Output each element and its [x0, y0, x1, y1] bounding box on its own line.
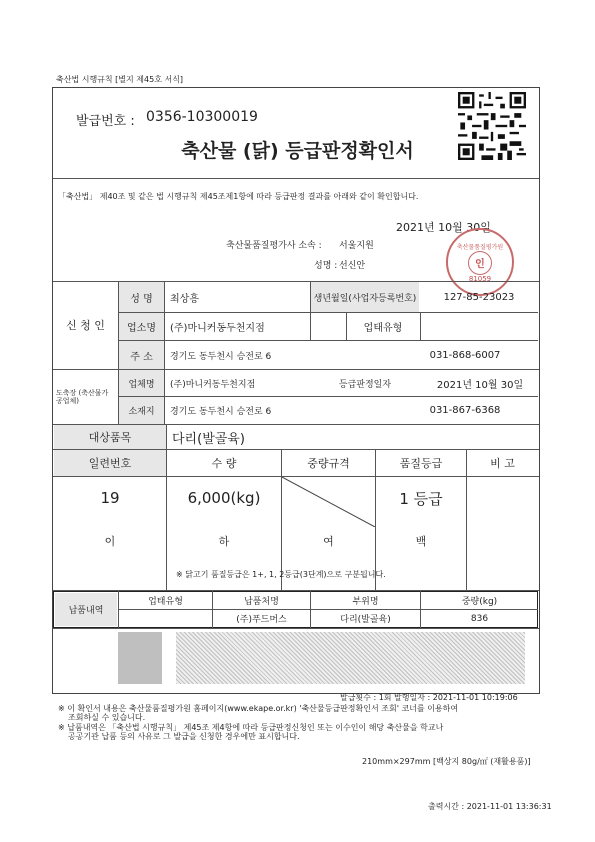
seal-center: 인 [468, 251, 492, 275]
applicant-section-label: 신 청 인 [66, 319, 105, 332]
lower-word-1: 이 [104, 535, 116, 548]
birth-label: 생년월일(사업자등록번호) [311, 282, 419, 312]
issue-date: 2021년 10월 30일 [396, 221, 491, 234]
delivery-header-weight: 중량(kg) [461, 597, 498, 607]
delivery-header-part: 부위명 [352, 597, 379, 607]
slaughter-company-label: 업체명 [119, 370, 164, 396]
seal-code: 81059 [468, 274, 492, 283]
delivery-client: (주)푸드머스 [236, 615, 287, 625]
header-quantity: 수 량 [211, 457, 237, 470]
delivery-type [119, 610, 212, 627]
seal-text: 축산물품질평가원 [456, 243, 504, 251]
header-weight-spec: 중량규격 [307, 457, 350, 470]
location-value: 경기도 동두천시 승전로 6 [170, 407, 272, 417]
applicant-name-label: 성 명 [119, 282, 164, 312]
delivery-weight: 836 [470, 613, 489, 624]
judgment-date: 2021년 10월 30일 [436, 379, 524, 391]
delivery-label: 납품내역 [55, 593, 117, 626]
issue-label: 발급번호 : [76, 114, 135, 129]
paper-spec: 210mm×297mm [백상지 80g/㎡ (재활용품)] [362, 757, 531, 766]
header-grade: 품질등급 [399, 457, 443, 470]
applicant-name: 최상흥 [170, 293, 199, 305]
footer-note-2: ※ 납품내역은 「축산법 시행규칙」 제45조 제4항에 따라 등급판정신청인 또는 이수인이 해당 축산물을 학교나 [58, 723, 444, 732]
empty-cell-diagonal [282, 477, 375, 527]
quantity-value: 6,000(kg) [187, 489, 261, 507]
address-value: 경기도 동두천시 승전로 6 [170, 351, 272, 362]
name-label: 성명 : [314, 261, 338, 271]
delivery-header-client: 납품처명 [244, 597, 279, 607]
print-time: 출력시간 : 2021-11-01 13:36:31 [428, 802, 552, 811]
lower-word-4: 백 [415, 535, 427, 548]
slaughter-section-label: 도축장 (축산물가공업체) [56, 389, 109, 405]
grade-value: 1 등급 [399, 489, 443, 508]
address-label: 주 소 [119, 341, 164, 369]
delivery-header-type: 업태유형 [148, 597, 183, 607]
form-code: 축산법 시행규칙 [별지 제45호 서식] [56, 75, 184, 84]
footer-note-1b: 조회하실 수 있습니다. [68, 713, 146, 722]
judgment-date-label: 등급판정일자 [338, 379, 392, 390]
header-remarks: 비 고 [490, 457, 515, 470]
slaughter-phone: 031-867-6368 [429, 405, 501, 416]
birth-value: 127-85-23023 [443, 291, 515, 303]
company-label: 업소명 [119, 313, 164, 340]
location-label: 소재지 [119, 397, 164, 424]
issue-number: 0356-10300019 [146, 109, 258, 125]
intro-text: 「축산법」 제40조 및 같은 법 시행규칙 제45조제1항에 따라 등급판정 결과를 아래와 같이 확인합니다. [58, 192, 419, 201]
affiliation-value: 서울지원 [339, 241, 374, 251]
issue-meta: 발급횟수 : 1회 발행일자 : 2021-11-01 10:19:06 [340, 693, 518, 702]
item-label: 대상품목 [54, 425, 166, 449]
footer-note-2b: 공공기관 납품 등의 사유로 그 발급을 신청한 경우에만 표시합니다. [68, 732, 300, 741]
delivery-part: 다리(발골육) [340, 615, 391, 625]
lower-word-2: 하 [218, 535, 230, 548]
affiliation-label: 축산물품질평가사 소속 : [226, 241, 322, 251]
business-label: 업태유형 [363, 323, 403, 334]
barcode-stamp [118, 632, 162, 684]
grade-note: ※ 닭고기 품질등급은 1+, 1, 2등급(3단계)으로 구분됩니다. [176, 570, 386, 579]
name-value: 선신안 [339, 261, 366, 271]
security-pattern [176, 632, 525, 684]
company-value: (주)마니커동두천지점 [170, 323, 265, 334]
applicant-phone: 031-868-6007 [429, 349, 501, 361]
serial-value: 19 [100, 489, 120, 507]
page-title: 축산물 (닭) 등급판정확인서 [181, 140, 414, 162]
slaughter-company: (주)마니커동두천지점 [170, 379, 256, 390]
footer-note-1: ※ 이 확인서 내용은 축산물품질평가원 홈페이지(www.ekape.or.kr) '축산물등급판정확인서 조회' 코너를 이용하여 [58, 704, 459, 713]
lower-word-3: 여 [323, 535, 334, 548]
business-value [421, 313, 538, 340]
header-serial: 일련번호 [54, 450, 166, 476]
item-value: 다리(발골육) [172, 431, 245, 447]
